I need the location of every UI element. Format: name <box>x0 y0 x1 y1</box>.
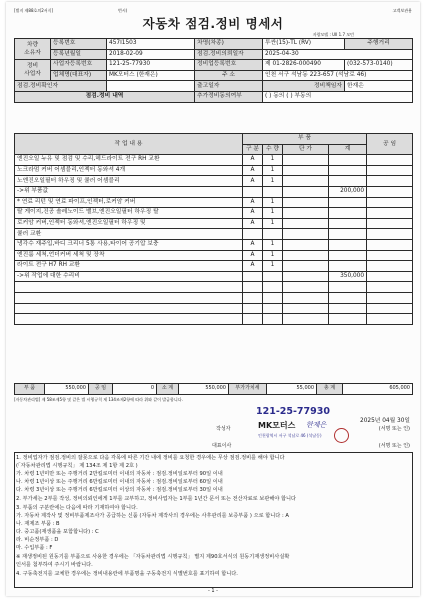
table-row <box>15 218 413 229</box>
totals-table <box>14 383 413 395</box>
item-total <box>329 155 367 166</box>
item-labor <box>367 229 413 240</box>
item-type: A <box>243 239 263 250</box>
out-date-label: 출고일자 <box>195 81 263 92</box>
parts-header: 부 품 <box>243 134 367 145</box>
item-price <box>283 208 329 219</box>
parts-total-value: 550,000 <box>45 384 89 395</box>
vat-value: 55,000 <box>267 384 317 395</box>
vat-label: 부가가치세 <box>229 384 267 395</box>
statement-sheet <box>6 2 420 596</box>
item-labor <box>367 239 413 250</box>
item-type: A <box>243 155 263 166</box>
table-row <box>15 197 413 208</box>
item-work: 라이트 전구 H7 RH 교환 <box>15 261 243 272</box>
note-line: 나. 차령 1년이상 또는 주행거리 6만킬로미터 이내의 자동차 : 점검.정비일로부터 60일 이내 <box>16 479 223 485</box>
item-type: A <box>243 176 263 187</box>
biz-no-label: 사업자등록번호 <box>51 60 107 71</box>
item-type <box>243 186 263 197</box>
table-row <box>15 250 413 261</box>
item-labor <box>367 261 413 272</box>
model-value: 투싼(15)-TL (RV) <box>263 39 345 50</box>
item-work: 노크라멈 커버 어셈블리,인젝터 동와셔 4개 <box>15 165 243 176</box>
legal-note: [자동차관리법] 제 58조제5항 및 같은 법 시행규칙 제 134조제2항에 따라 위와 같이 발급합니다. <box>14 397 183 402</box>
item-labor <box>367 271 413 282</box>
item-price <box>283 271 329 282</box>
work-header: 작 업 내 용 <box>15 134 243 155</box>
item-price <box>283 197 329 208</box>
item-labor <box>367 155 413 166</box>
shop-label: 정비 사업자 <box>15 60 51 81</box>
empty-row <box>15 303 413 314</box>
note-line: 마. 수입부품 : F <box>16 545 53 551</box>
grand-total-value: 605,000 <box>343 384 413 395</box>
item-work: 탈 게이지,진공 솔레노이드 밸브,엔진오일필터 하우징 탈 <box>15 208 243 219</box>
item-type: A <box>243 261 263 272</box>
item-work: * 연료 리턴 및 연료 파이프,인젝터,로커암 커버 <box>15 197 243 208</box>
note-line: 4. 구동축전지를 교체한 경우에는 정비내용란에 부품명을 구동축전지 식별번호를 표기하여 합니다. <box>16 571 238 577</box>
item-qty: 1 <box>263 218 283 229</box>
item-work: ->위 부품값 <box>15 186 243 197</box>
note-line: 3. 부품의 구분란에는 다음에 따라 기재하여야 합니다. <box>16 505 138 511</box>
subtotal-label: 소 계 <box>157 384 179 395</box>
mileage-label: 주행거리 <box>345 39 413 50</box>
service-confirmer-label: 점검.정비확인자 <box>15 81 107 92</box>
vehicle-shop-table <box>14 38 413 103</box>
item-price <box>283 261 329 272</box>
biz-no-value: 121-25-77930 <box>107 60 195 71</box>
model-label: 차명(차종) <box>195 39 263 50</box>
item-type: A <box>243 165 263 176</box>
item-qty: 1 <box>263 155 283 166</box>
table-row <box>15 165 413 176</box>
reg-date-value: 2018-02-09 <box>107 49 195 60</box>
item-work: 노엔진오일필터 하우징 및 쿨러 어셈블리 <box>15 176 243 187</box>
empty-row <box>15 314 413 325</box>
type-subheader: 구 분 <box>243 144 263 155</box>
reg-no-value: 457I1503 <box>107 39 195 50</box>
item-qty: 1 <box>263 239 283 250</box>
address-label: 주 소 <box>195 70 263 81</box>
item-price <box>283 155 329 166</box>
note-line: 2. 부가세는 2부를 작성, 정비의뢰인에게 1부를 교부하고, 정비사업자는 1부를 1년간 문서 또는 전산자료로 보관해야 합니다 <box>16 496 297 502</box>
item-total <box>329 208 367 219</box>
representative-label: 대표이사 <box>212 443 232 449</box>
parts-total-label: 부 품 <box>15 384 45 395</box>
note-line: 라. 비순정부품 : D <box>16 537 59 543</box>
document-title: 자동차 점검.정비 명세서 <box>142 16 284 31</box>
handwritten-name: 한재은 <box>306 421 327 429</box>
item-price <box>283 165 329 176</box>
history-label: 점검.정비 내역 <box>15 91 195 102</box>
item-labor <box>367 165 413 176</box>
version-label: 자랑모델 : UII 1.7 모던 <box>312 32 354 37</box>
reg-no-label: 등록번호 <box>51 39 107 50</box>
item-labor <box>367 186 413 197</box>
shop-name-label: 업체명(대표자) <box>51 70 107 81</box>
item-qty <box>263 229 283 240</box>
item-type: A <box>243 218 263 229</box>
item-total <box>329 229 367 240</box>
item-labor <box>367 197 413 208</box>
item-qty: 1 <box>263 197 283 208</box>
grand-total-label: 총 계 <box>317 384 343 395</box>
total-subheader: 계 <box>329 144 367 155</box>
license-value: 제 01-2826-000490 <box>263 60 345 71</box>
work-items-table <box>14 133 413 325</box>
note-line: 다. 차령 3년이상 또는 주행거리 6만킬로미터 이상의 자동차 : 점검.정비일로부터 30일 이내 <box>16 487 223 493</box>
consent-options: ( ) 동의 ( ) 부동의 <box>263 91 413 102</box>
stamp-name: MK모터스 <box>258 421 296 430</box>
item-price <box>283 229 329 240</box>
item-type: A <box>243 208 263 219</box>
table-row <box>15 186 413 197</box>
table-row <box>15 155 413 166</box>
item-work: ->위 작업에 대한 수리비 <box>15 271 243 282</box>
extra-consent-label: 추가정비동의여부 <box>195 91 263 102</box>
item-labor <box>367 208 413 219</box>
stamp-address: 인천광역시 서구 석남로 46 (석남동) <box>258 433 322 438</box>
item-qty: 1 <box>263 261 283 272</box>
item-work: 냉각수 재주입,바디 크리너 5통 사용,타이어 공기압 보충 <box>15 239 243 250</box>
reg-date-label: 등록년월일 <box>51 49 107 60</box>
item-labor <box>367 250 413 261</box>
issuer-label: 작성자 <box>216 426 231 432</box>
item-total <box>329 250 367 261</box>
form-code: 번시) <box>118 8 128 13</box>
table-row <box>15 176 413 187</box>
empty-row <box>15 292 413 303</box>
labor-total-value: 0 <box>113 384 157 395</box>
item-price <box>283 218 329 229</box>
item-work: 엔진룸 세척,언더커버 세척 및 장착 <box>15 250 243 261</box>
item-total <box>329 261 367 272</box>
note-line: 나. 재제조 부품 : B <box>16 521 60 527</box>
item-price <box>283 186 329 197</box>
item-total: 350,000 <box>329 271 367 282</box>
company-seal-icon <box>334 428 349 443</box>
owner-label: 차량 소유자 <box>15 39 51 60</box>
table-row <box>15 229 413 240</box>
item-qty <box>263 186 283 197</box>
item-type: A <box>243 197 263 208</box>
table-row <box>15 271 413 282</box>
sign-or-stamp-2: (서명 또는 인) <box>378 443 410 449</box>
table-row <box>15 239 413 250</box>
stamp-number: 121-25-77930 <box>256 406 330 417</box>
item-type: A <box>243 250 263 261</box>
item-labor <box>367 176 413 187</box>
issue-date: 2025년 04월 30일 <box>360 418 410 424</box>
note-line: 가. 자동차 제작사 및 정비부품제조사가 공급하는 신품 (자동차 제작사의 경우에는 사후관리를 보증부품 ) 으로 합니다 : A <box>16 513 289 519</box>
item-qty: 1 <box>263 165 283 176</box>
item-total <box>329 165 367 176</box>
item-price <box>283 239 329 250</box>
sign-or-stamp: (서명 또는 인) <box>378 426 410 432</box>
service-date-value: 2025-04-30 <box>263 49 413 60</box>
item-total <box>329 218 367 229</box>
price-subheader: 단 가 <box>283 144 329 155</box>
note-line: 다. 중고품(재생품을 포함합니다) : C <box>16 529 99 535</box>
item-labor <box>367 218 413 229</box>
item-total <box>329 239 367 250</box>
form-number: [별지 제88호의2서식] <box>14 8 54 13</box>
note-line: (「자동차관리법 시행규칙」 제 134조 제 1항 제 2호 ) <box>16 463 138 469</box>
item-total: 200,000 <box>329 186 367 197</box>
item-price <box>283 176 329 187</box>
subtotal-value: 550,000 <box>179 384 229 395</box>
item-qty: 1 <box>263 208 283 219</box>
manager-label: 정비책임자 <box>263 81 345 92</box>
note-line: ※ 재생정비된 원동기를 부품으로 사용한 경우에는 「자동차관리법 시행규칙」 별지 제90호서식의 원동기재생정비사실확 <box>16 554 290 560</box>
copy-label: 고객보관용 <box>392 8 412 13</box>
address-value: 인천 서구 석남동 223-657 (석남로 46) <box>263 70 413 81</box>
item-type <box>243 229 263 240</box>
manager-value: 한재은 <box>345 81 413 92</box>
item-total <box>329 176 367 187</box>
item-work: 엔진오일 누유 및 점검 및 수리,헤드라이트 전구 RH 교환 <box>15 155 243 166</box>
table-row <box>15 261 413 272</box>
item-price <box>283 250 329 261</box>
item-type <box>243 271 263 282</box>
item-work: 로커암 커버,인젝터 동와셔,엔진오일필터 하우징 및 <box>15 218 243 229</box>
table-row <box>15 208 413 219</box>
item-qty: 1 <box>263 176 283 187</box>
shop-name-value: MK모터스 (한재은) <box>107 70 195 81</box>
labor-total-label: 공 임 <box>89 384 113 395</box>
note-line: 1. 정비업자가 점검.정비의 잘못으로 다음 각목에 따른 기간 내에 정비를 요청한 경우에는 무상 점검.정비를 해야 합니다 <box>16 455 285 461</box>
note-line: 인서를 첨부하여 주시기 바랍니다. <box>16 562 93 568</box>
item-total <box>329 197 367 208</box>
empty-row <box>15 282 413 293</box>
item-qty <box>263 271 283 282</box>
license-label: 정비업등록번호 <box>195 60 263 71</box>
note-line: 가. 차령 1년미만 또는 주행거리 2만킬로미터 이내의 자동차 : 점검.정비일로부터 90일 이내 <box>16 471 223 477</box>
qty-subheader: 수 량 <box>263 144 283 155</box>
service-date-label: 점검.정비의뢰일자 <box>195 49 263 60</box>
labor-header: 공 임 <box>367 134 413 155</box>
item-work: 쿨러 교환 <box>15 229 243 240</box>
item-qty: 1 <box>263 250 283 261</box>
shop-phone: (032-573-0140) <box>345 60 413 71</box>
page-number: - 1 - <box>208 588 218 594</box>
